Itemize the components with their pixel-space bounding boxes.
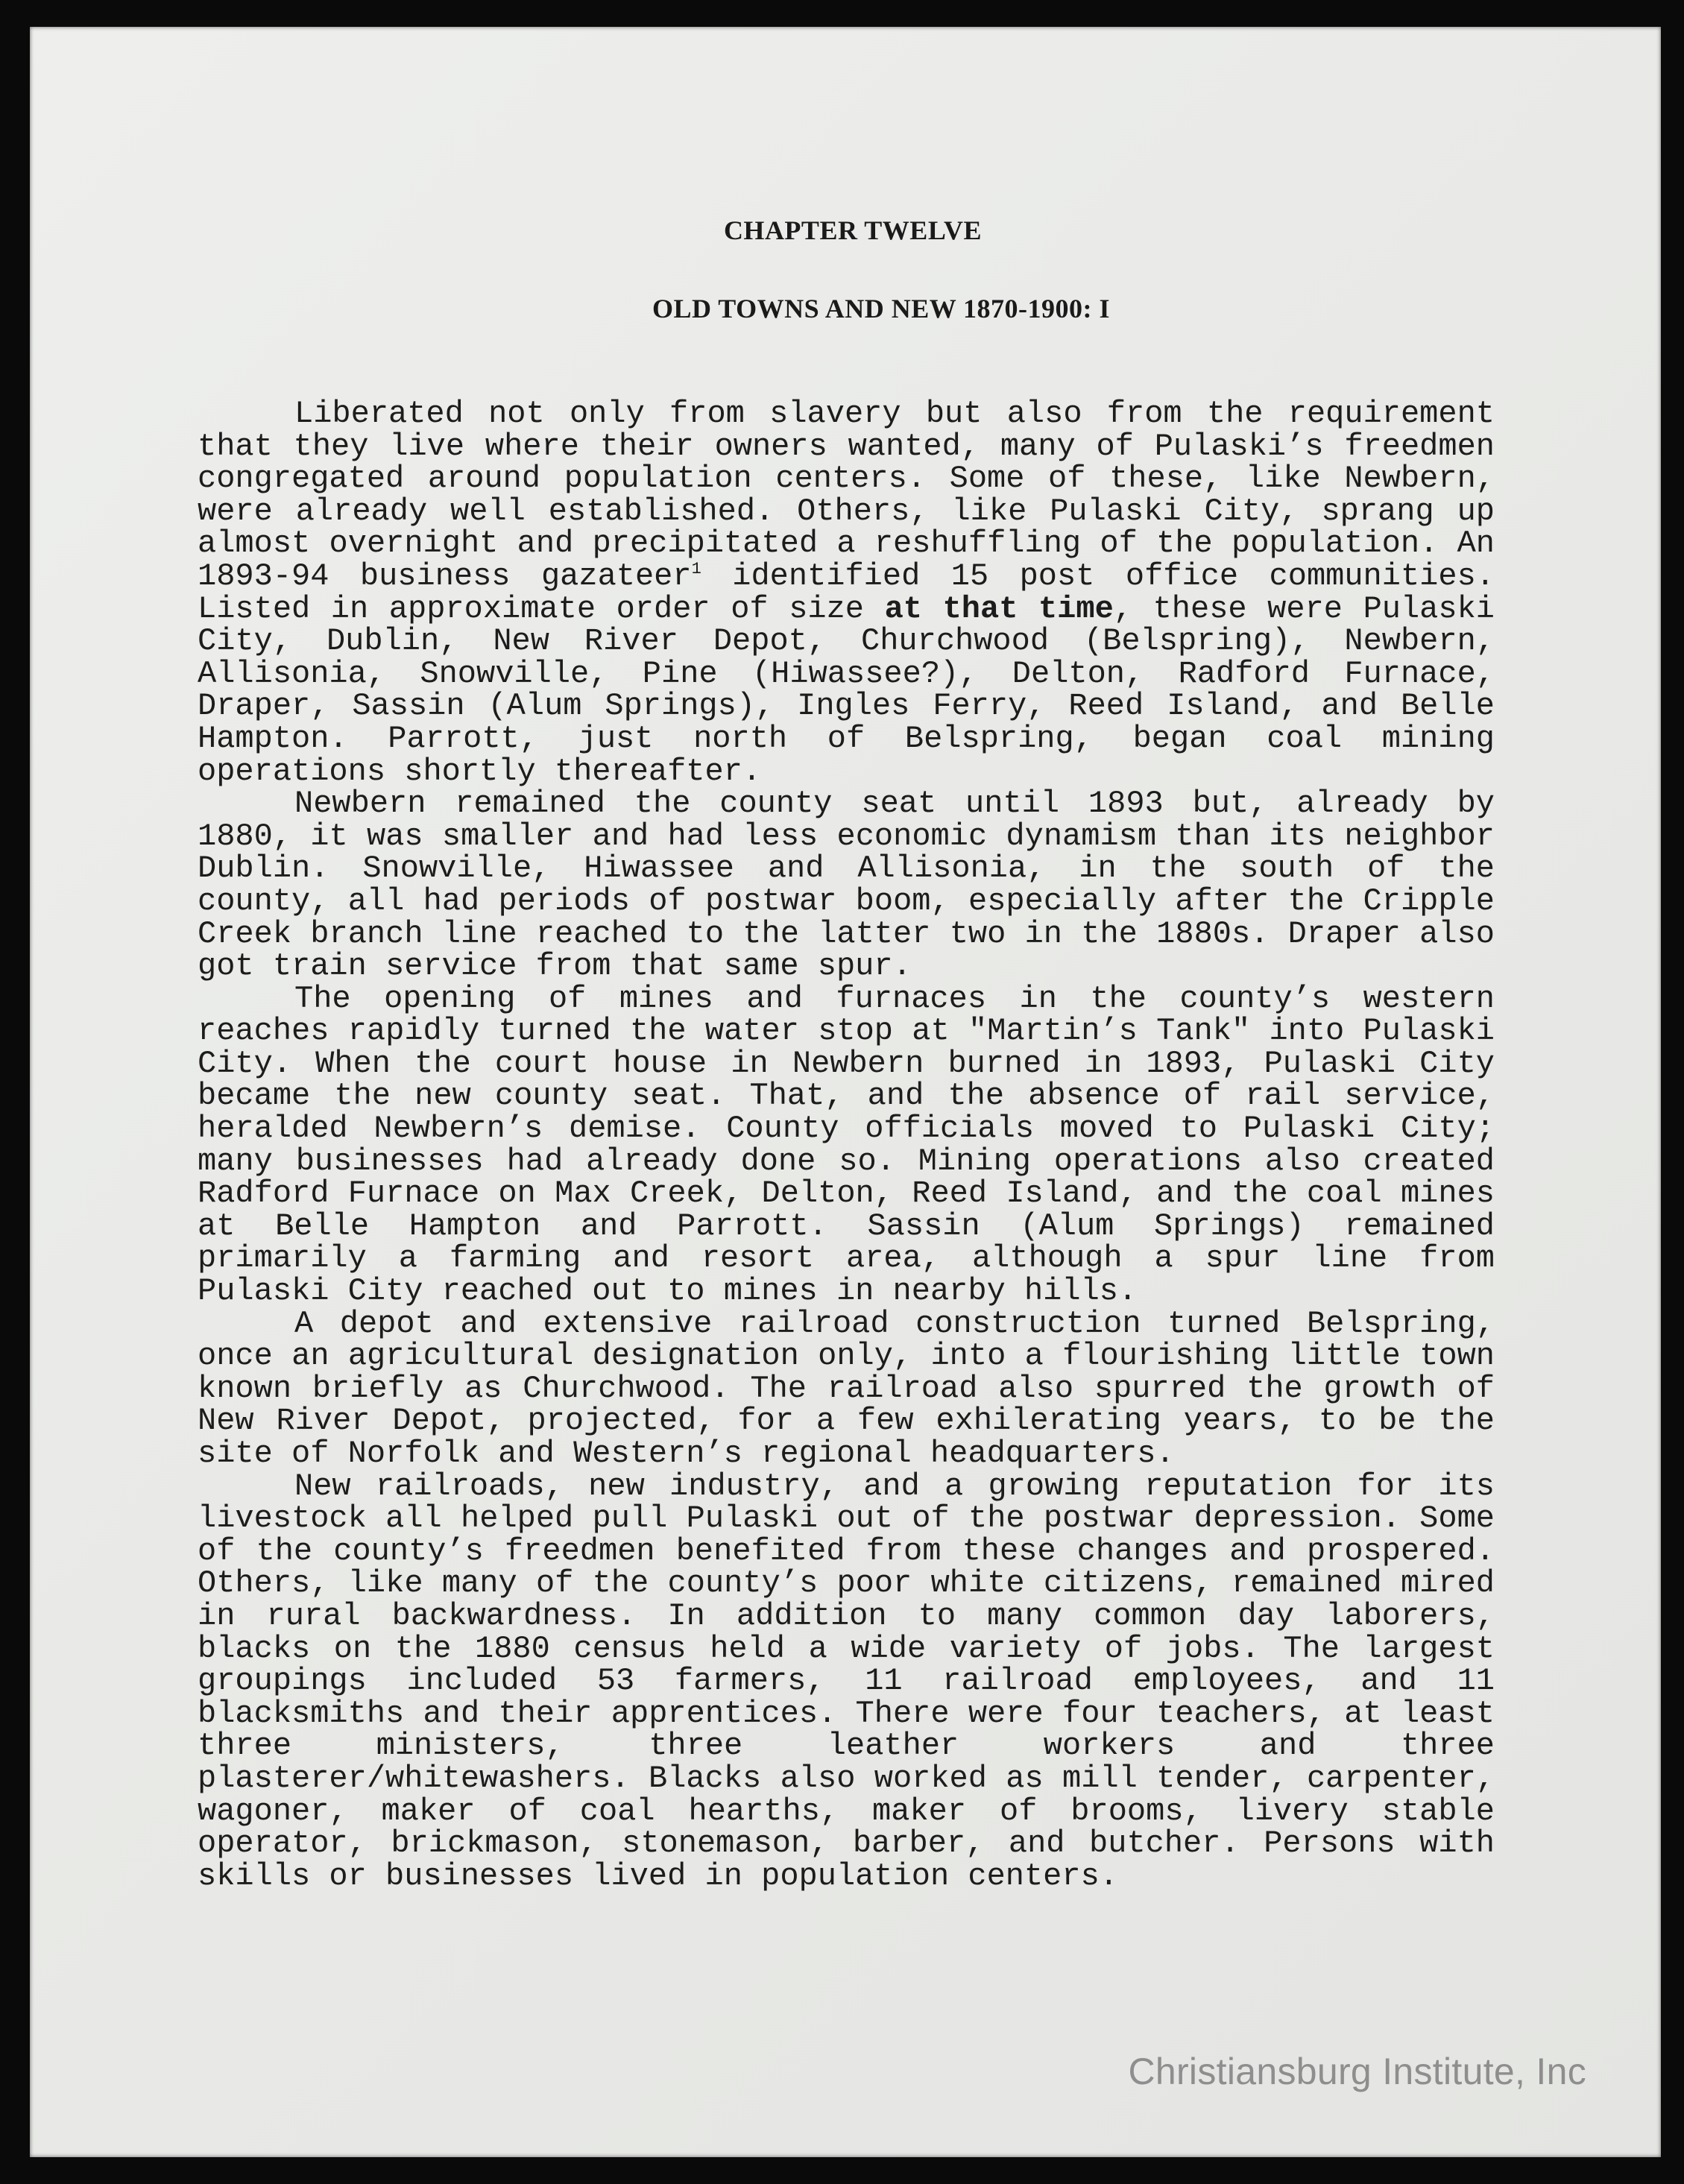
paragraph-text: , these were Pulaski City, Dublin, New River Depot, Churchwood (Belspring), Newbern, Allisonia, Snowville, Pine (Hiwassee?), Delton, Radford Furnace, Draper, Sassin (Alum Springs), Ingles Ferry, Reed Island, and Belle Hampton. Parrott, just north of Belspring, began coal mining operations shortly thereafter. xyxy=(198,590,1495,789)
watermark: Christiansburg Institute, Inc xyxy=(1128,2051,1586,2092)
emphasis-text: at that time xyxy=(884,590,1114,627)
chapter-title: OLD TOWNS AND NEW 1870-1900: I xyxy=(652,294,1111,324)
paragraph xyxy=(198,398,1495,788)
footnote-marker: 1 xyxy=(691,559,701,578)
paragraph: New railroads, new industry, and a growing reputation for its livestock all helped pull Pulaski out of the postwar depression. Some of the county’s freedmen benefited from these changes and prospered. Others, like many of the county’s poor white citizens, remained mired in rural backwardness. In addition to many common day laborers, blacks on the 1880 census held a wide variety of jobs. The largest groupings included 53 farmers, 11 railroad employees, and 11 blacksmiths and their apprentices. There were four teachers, at least three ministers, three leather workers and three plasterer/whitewashers. Blacks also worked as mill tender, carpenter, wagoner, maker of coal hearths, maker of brooms, livery stable operator, brickmason, stonemason, barber, and butcher. Persons with skills or businesses lived in population centers. xyxy=(198,1468,1495,1894)
paragraph: Newbern remained the county seat until 1893 but, already by 1880, it was smaller and had less economic dynamism than its neighbor Dublin. Snowville, Hiwassee and Allisonia, in the south of the county, all had periods of postwar boom, especially after the Cripple Creek branch line reached to the latter two in the 1880s. Draper also got train service from that same spur. xyxy=(198,786,1495,985)
paragraph: A depot and extensive railroad construction turned Belspring, once an agricultural designation only, into a flourishing little town known briefly as Churchwood. The railroad also spurred the growth of New River Depot, projected, for a few exhilerating years, to be the site of Norfolk and Western’s regional headquarters. xyxy=(198,1305,1495,1471)
paragraph-text: Liberated not only from slavery but also from the requirement that they live where their owners wanted, many of Pulaski’s freedmen congregated around population centers. Some of these, like Newbern, were already well established. Others, like Pulaski City, sprang up almost overnight and precipitated a reshuffling of the population. An 1893-94 business gazateer xyxy=(198,396,1495,594)
body-text xyxy=(198,398,1495,1893)
chapter-heading: CHAPTER TWELVE xyxy=(723,215,983,245)
paragraph-text: identified 15 post office communities. Listed in approximate order of size xyxy=(198,558,1495,627)
paper-page xyxy=(30,27,1661,2157)
paragraph: The opening of mines and furnaces in the county’s western reaches rapidly turned the water stop at "Martin’s Tank" into Pulaski City. When the court house in Newbern burned in 1893, Pulaski City became the new county seat. That, and the absence of rail service, heralded Newbern’s demise. County officials moved to Pulaski City; many businesses had already done so. Mining operations also created Radford Furnace on Max Creek, Delton, Reed Island, and the coal mines at Belle Hampton and Parrott. Sassin (Alum Springs) remained primarily a farming and resort area, although a spur line from Pulaski City reached out to mines in nearby hills. xyxy=(198,980,1495,1310)
